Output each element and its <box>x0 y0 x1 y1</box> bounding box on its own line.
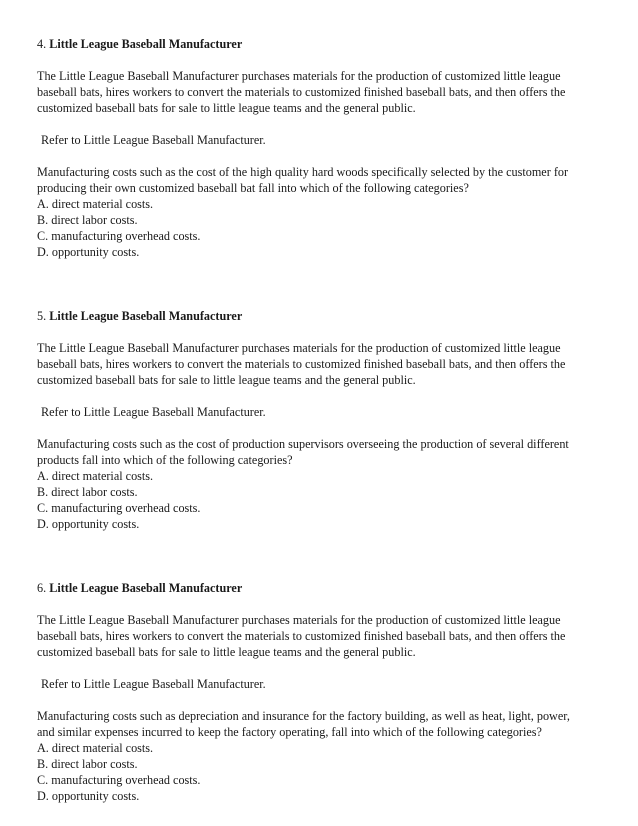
question-title: Little League Baseball Manufacturer <box>49 37 243 51</box>
answer-option-d: D. opportunity costs. <box>37 245 140 259</box>
refer-note: Refer to Little League Baseball Manufacturer. <box>41 405 266 419</box>
question-line: products fall into which of the following categories? <box>37 453 293 467</box>
scenario-text <box>37 612 597 660</box>
question-title: Little League Baseball Manufacturer <box>49 309 243 323</box>
scenario-line: The Little League Baseball Manufacturer purchases materials for the production of customized little league <box>37 341 561 355</box>
answer-option-a: A. direct material costs. <box>37 469 154 483</box>
answer-option-b: B. direct labor costs. <box>37 757 138 771</box>
answer-option-d: D. opportunity costs. <box>37 517 140 531</box>
question-heading <box>37 580 597 596</box>
document-page <box>37 36 597 804</box>
question-number: 6. <box>37 581 47 595</box>
question-heading <box>37 36 597 52</box>
question-6 <box>37 580 597 804</box>
question-5 <box>37 308 597 532</box>
question-number: 5. <box>37 309 47 323</box>
question-heading <box>37 308 597 324</box>
question-text <box>37 436 597 468</box>
question-separator <box>37 532 597 580</box>
scenario-line: baseball bats, hires workers to convert the materials to customized finished baseball bats, and then offers the <box>37 629 566 643</box>
question-line: producing their own customized baseball bat fall into which of the following categories? <box>37 181 469 195</box>
scenario-text <box>37 340 597 388</box>
scenario-line: The Little League Baseball Manufacturer purchases materials for the production of customized little league <box>37 69 561 83</box>
answer-option-c: C. manufacturing overhead costs. <box>37 229 201 243</box>
question-title: Little League Baseball Manufacturer <box>49 581 243 595</box>
question-text <box>37 164 597 196</box>
refer-note: Refer to Little League Baseball Manufacturer. <box>41 133 266 147</box>
answer-option-c: C. manufacturing overhead costs. <box>37 501 201 515</box>
refer-note: Refer to Little League Baseball Manufacturer. <box>41 677 266 691</box>
answer-options <box>37 740 597 804</box>
answer-option-a: A. direct material costs. <box>37 741 154 755</box>
answer-option-d: D. opportunity costs. <box>37 789 140 803</box>
scenario-line: customized baseball bats for sale to little league teams and the general public. <box>37 373 416 387</box>
scenario-line: customized baseball bats for sale to little league teams and the general public. <box>37 101 416 115</box>
scenario-line: customized baseball bats for sale to little league teams and the general public. <box>37 645 416 659</box>
question-line: Manufacturing costs such as depreciation and insurance for the factory building, as well as heat, light, power, <box>37 709 570 723</box>
question-line: Manufacturing costs such as the cost of the high quality hard woods specifically selected by the customer for <box>37 165 569 179</box>
answer-option-b: B. direct labor costs. <box>37 485 138 499</box>
question-4 <box>37 36 597 260</box>
answer-options <box>37 468 597 532</box>
answer-options <box>37 196 597 260</box>
scenario-line: baseball bats, hires workers to convert the materials to customized finished baseball bats, and then offers the <box>37 357 566 371</box>
answer-option-b: B. direct labor costs. <box>37 213 138 227</box>
question-line: Manufacturing costs such as the cost of production supervisors overseeing the production of several different <box>37 437 569 451</box>
scenario-line: baseball bats, hires workers to convert the materials to customized finished baseball bats, and then offers the <box>37 85 566 99</box>
answer-option-c: C. manufacturing overhead costs. <box>37 773 201 787</box>
question-number: 4. <box>37 37 47 51</box>
scenario-text <box>37 68 597 116</box>
question-text <box>37 708 597 740</box>
answer-option-a: A. direct material costs. <box>37 197 154 211</box>
question-line: and similar expenses incurred to keep the factory operating, fall into which of the following categories? <box>37 725 542 739</box>
question-separator <box>37 260 597 308</box>
scenario-line: The Little League Baseball Manufacturer purchases materials for the production of customized little league <box>37 613 561 627</box>
